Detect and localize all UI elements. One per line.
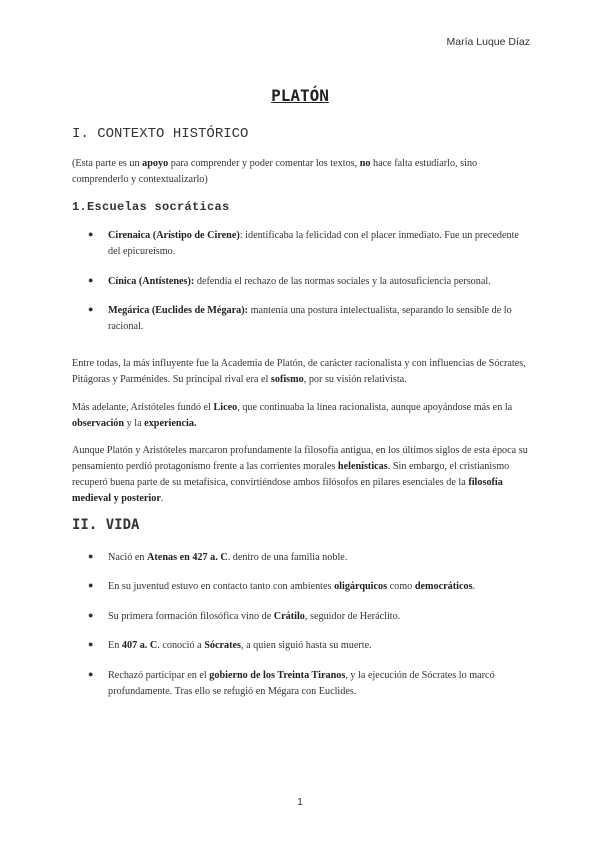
list-item-vida: Rechazó participar en el gobierno de los Treinta Tiranos, y la ejecución de Sócrates lo marcó profundamente. Tras ello se refugió en Mégara con Euclides. <box>108 670 495 697</box>
page-number: 1 <box>297 797 303 808</box>
section-heading-vida: II. VIDA <box>72 517 140 533</box>
section-heading-contexto: I. CONTEXTO HISTÓRICO <box>72 126 249 142</box>
bullet-icon: ● <box>88 229 94 239</box>
list-item-vida: En su juventud estuvo en contacto tanto con ambientes oligárquicos como democráticos. <box>108 581 476 592</box>
list-item-vida: Su primera formación filosófica vino de Crátilo, seguidor de Heráclito. <box>108 611 401 622</box>
list-item-vida: Nació en Atenas en 427 a. C. dentro de una familia noble. <box>108 552 348 563</box>
list-item-school: Megárica (Euclides de Mégara): mantenía una postura intelectualista, separando lo sensible de lo racional. <box>108 305 512 332</box>
bullet-icon: ● <box>88 669 94 679</box>
bullet-icon: ● <box>88 551 94 561</box>
intro-paragraph: (Esta parte es un apoyo para comprender y poder comentar los textos, no hace falta estudiarlo, sino comprenderlo y contextualizarlo) <box>72 158 478 185</box>
list-item-school: Cirenaica (Arístipo de Cirene): identificaba la felicidad con el placer inmediato. Fue un precedente del epicureísmo. <box>108 230 519 257</box>
bullet-icon: ● <box>88 304 94 314</box>
bullet-icon: ● <box>88 610 94 620</box>
page-title: PLATÓN <box>271 86 329 105</box>
subheading-escuelas: 1.Escuelas socráticas <box>72 200 230 214</box>
author-name: María Luque Díaz <box>446 36 530 48</box>
bullet-icon: ● <box>88 275 94 285</box>
paragraph-liceo: Más adelante, Aristóteles fundó el Liceo, que continuaba la línea racionalista, aunque apoyándose más en la observación y la experiencia. <box>72 402 513 429</box>
paragraph-influencia: Aunque Platón y Aristóteles marcaron profundamente la filosofía antigua, en los últimos siglos de esta época su pensamiento perdió protagonismo frente a las corrientes morales helenísticas. Sin embargo, el cristianismo recuperó buena parte de su metafísica, convirtiéndose ambos filósofos en pilares esenciales de la filosofía medieval y posterior. <box>72 445 528 504</box>
list-item-school: Cínica (Antístenes): defendía el rechazo de las normas sociales y la autosuficiencia personal. <box>108 276 491 287</box>
bullet-icon: ● <box>88 580 94 590</box>
bullet-icon: ● <box>88 639 94 649</box>
list-item-vida: En 407 a. C. conoció a Sócrates, a quien siguió hasta su muerte. <box>108 640 372 651</box>
paragraph-academia: Entre todas, la más influyente fue la Academia de Platón, de carácter racionalista y con influencias de Sócrates, Pitágoras y Parménides. Su principal rival era el sofismo, por su visión relativista. <box>72 358 526 385</box>
